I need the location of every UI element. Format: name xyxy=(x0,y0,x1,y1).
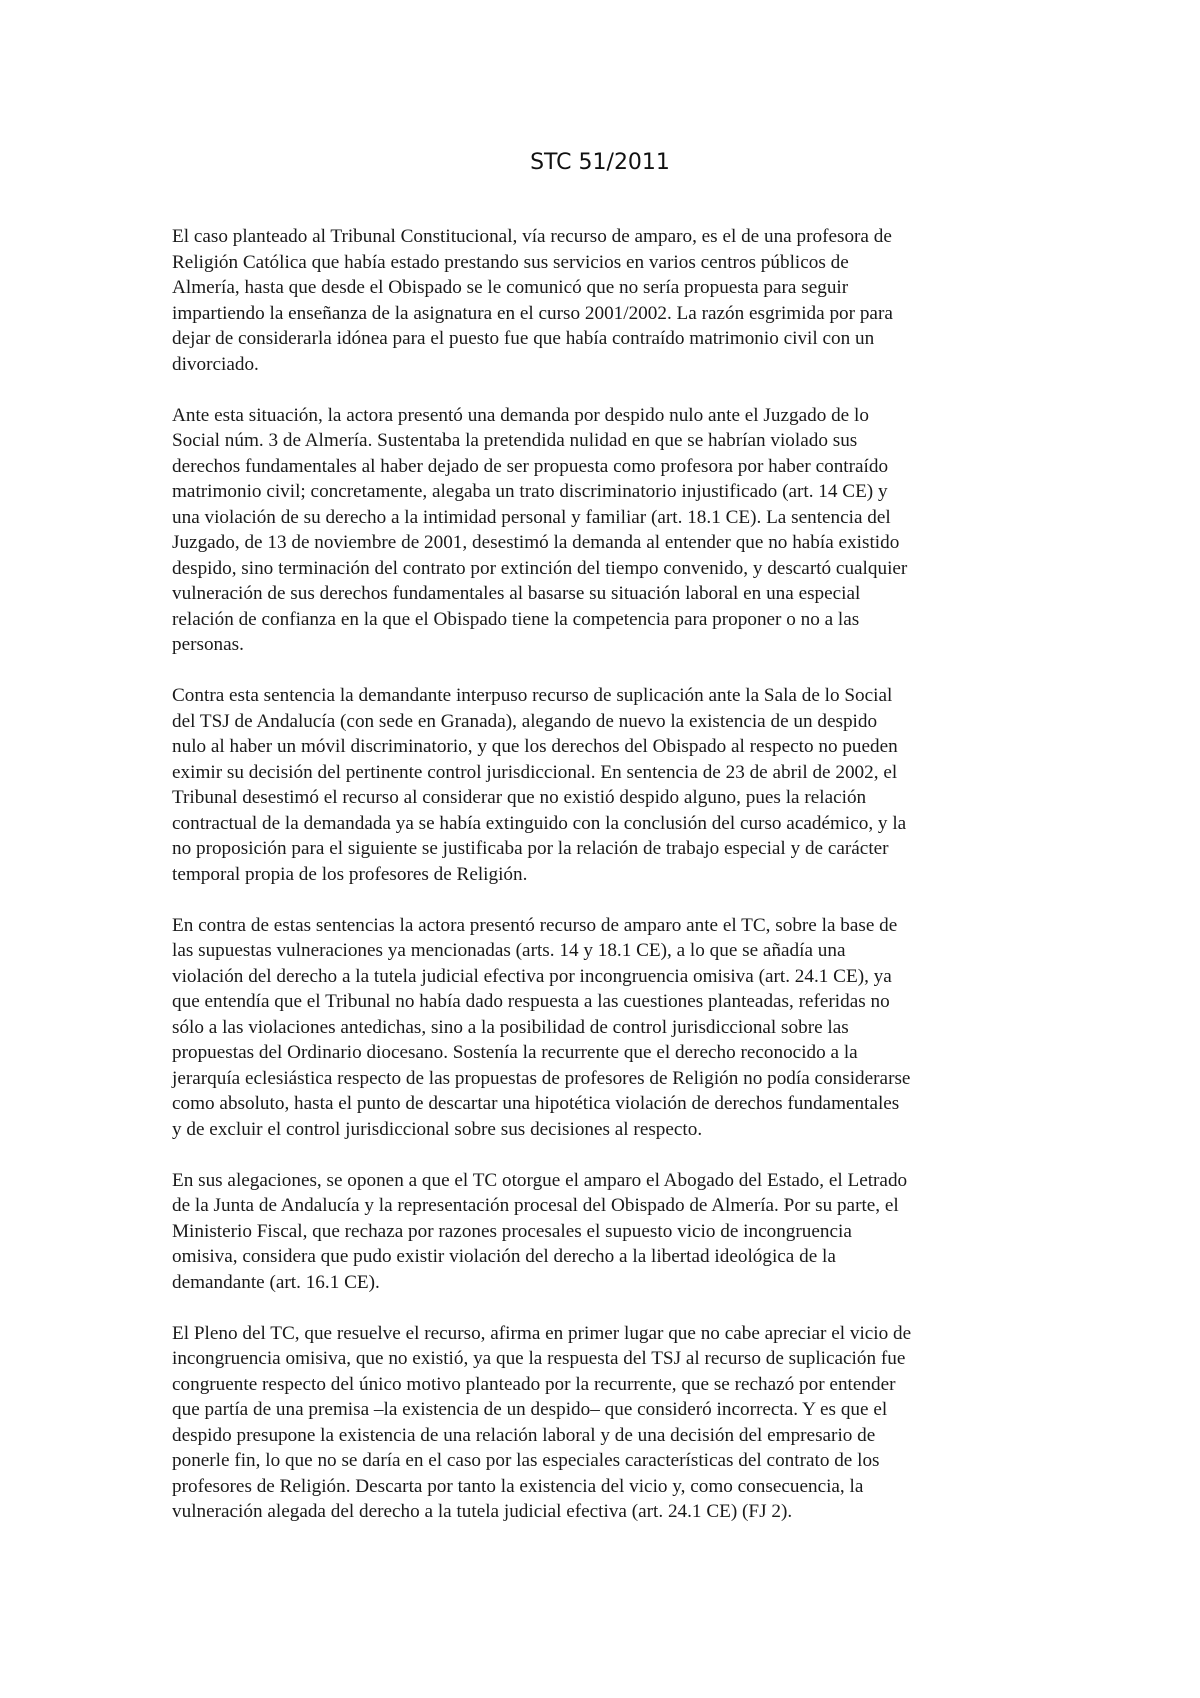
text-line: En contra de estas sentencias la actora presentó recurso de amparo ante el TC, sobre la base de xyxy=(172,914,898,936)
text-line: Social núm. 3 de Almería. Sustentaba la pretendida nulidad en que se habrían violado sus xyxy=(172,430,858,451)
text-line: profesores de Religión. Descarta por tanto la existencia del vicio y, como consecuencia, la xyxy=(172,1475,864,1497)
text-line: Tribunal desestimó el recurso al considerar que no existió despido alguno, pues la relación xyxy=(172,787,867,808)
paragraph xyxy=(172,913,1042,1143)
text-line: derechos fundamentales al haber dejado de ser propuesta como profesora por haber contraído xyxy=(172,455,889,477)
text-line: jerarquía eclesiástica respecto de las propuestas de profesores de Religión no podía considerarse xyxy=(172,1067,911,1089)
text-line: ponerle fin, lo que no se daría en el caso por las especiales características del contrato de los xyxy=(172,1450,880,1471)
document-body xyxy=(172,224,1042,1550)
paragraph xyxy=(172,403,1042,658)
text-line: que partía de una premisa –la existencia de un despido– que consideró incorrecta. Y es que el xyxy=(172,1399,888,1420)
text-line: del TSJ de Andalucía (con sede en Granada), alegando de nuevo la existencia de un despido xyxy=(172,710,878,732)
text-line: Religión Católica que había estado prestando sus servicios en varios centros públicos de xyxy=(172,251,849,273)
text-line: Contra esta sentencia la demandante interpuso recurso de suplicación ante la Sala de lo Social xyxy=(172,685,893,706)
text-line: vulneración alegada del derecho a la tutela judicial efectiva (art. 24.1 CE) (FJ 2). xyxy=(172,1501,793,1522)
text-line: y de excluir el control jurisdiccional sobre sus decisiones al respecto. xyxy=(172,1118,703,1140)
text-line: Ante esta situación, la actora presentó una demanda por despido nulo ante el Juzgado de lo xyxy=(172,404,869,426)
text-line: relación de confianza en la que el Obispado tiene la competencia para proponer o no a las xyxy=(172,608,860,630)
text-line: dejar de considerarla idónea para el puesto fue que había contraído matrimonio civil con un xyxy=(172,328,875,349)
text-line: congruente respecto del único motivo planteado por la recurrente, que se rechazó por entender xyxy=(172,1373,896,1395)
text-line: Almería, hasta que desde el Obispado se le comunicó que no sería propuesta para seguir xyxy=(172,277,849,298)
text-line: despido presupone la existencia de una relación laboral y de una decisión del empresario de xyxy=(172,1424,876,1446)
paragraph xyxy=(172,683,1042,887)
paragraph xyxy=(172,224,1042,377)
paragraph xyxy=(172,1168,1042,1296)
text-line: El Pleno del TC, que resuelve el recurso, afirma en primer lugar que no cabe apreciar el vicio de xyxy=(172,1322,912,1344)
text-line: sólo a las violaciones antedichas, sino a la posibilidad de control jurisdiccional sobre las xyxy=(172,1016,849,1038)
text-line: propuestas del Ordinario diocesano. Sostenía la recurrente que el derecho reconocido a la xyxy=(172,1042,858,1063)
document-title: STC 51/2011 xyxy=(530,150,670,175)
text-line: despido, sino terminación del contrato por extinción del tiempo convenido, y descartó cualquier xyxy=(172,557,908,579)
text-line: personas. xyxy=(172,634,244,655)
text-line: Juzgado, de 13 de noviembre de 2001, desestimó la demanda al entender que no había existido xyxy=(172,532,900,553)
text-line: eximir su decisión del pertinente control jurisdiccional. En sentencia de 23 de abril de 2002, el xyxy=(172,761,898,783)
text-line: que entendía que el Tribunal no había dado respuesta a las cuestiones planteadas, referidas no xyxy=(172,991,890,1012)
text-line: demandante (art. 16.1 CE). xyxy=(172,1271,380,1293)
text-line: como absoluto, hasta el punto de descartar una hipotética violación de derechos fundamentales xyxy=(172,1093,900,1114)
paragraph xyxy=(172,1321,1042,1525)
text-line: las supuestas vulneraciones ya mencionadas (arts. 14 y 18.1 CE), a lo que se añadía una xyxy=(172,940,846,961)
text-line: no proposición para el siguiente se justificaba por la relación de trabajo especial y de carácter xyxy=(172,838,889,859)
text-line: contractual de la demandada ya se había extinguido con la conclusión del curso académico, y la xyxy=(172,812,907,834)
text-line: En sus alegaciones, se oponen a que el TC otorgue el amparo el Abogado del Estado, el Letrado xyxy=(172,1169,908,1191)
text-line: vulneración de sus derechos fundamentales al basarse su situación laboral en una especial xyxy=(172,583,861,604)
text-line: El caso planteado al Tribunal Constitucional, vía recurso de amparo, es el de una profesora de xyxy=(172,226,892,247)
text-line: Ministerio Fiscal, que rechaza por razones procesales el supuesto vicio de incongruencia xyxy=(172,1220,852,1242)
text-line: impartiendo la enseñanza de la asignatura en el curso 2001/2002. La razón esgrimida por para xyxy=(172,302,893,324)
text-line: una violación de su derecho a la intimidad personal y familiar (art. 18.1 CE). La sentencia del xyxy=(172,506,891,528)
text-line: nulo al haber un móvil discriminatorio, y que los derechos del Obispado al respecto no pueden xyxy=(172,736,898,757)
text-line: matrimonio civil; concretamente, alegaba un trato discriminatorio injustificado (art. 14 CE) y xyxy=(172,481,888,502)
text-line: temporal propia de los profesores de Religión. xyxy=(172,863,528,885)
text-line: incongruencia omisiva, que no existió, ya que la respuesta del TSJ al recurso de suplicación fue xyxy=(172,1348,906,1369)
text-line: divorciado. xyxy=(172,353,259,375)
text-line: de la Junta de Andalucía y la representación procesal del Obispado de Almería. Por su parte, el xyxy=(172,1195,899,1216)
text-line: violación del derecho a la tutela judicial efectiva por incongruencia omisiva (art. 24.1 CE), ya xyxy=(172,965,892,987)
text-line: omisiva, considera que pudo existir violación del derecho a la libertad ideológica de la xyxy=(172,1246,836,1267)
